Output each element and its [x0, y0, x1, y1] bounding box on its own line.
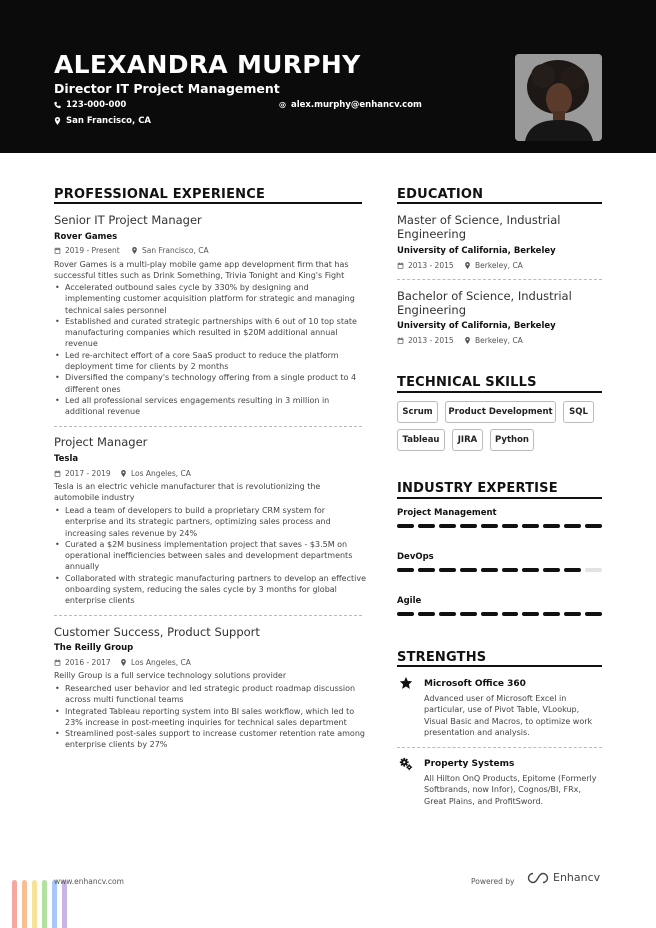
education-dates-2: 2013 - 2015	[397, 336, 454, 345]
map-pin-icon	[54, 117, 61, 125]
footer-url[interactable]: www.enhancv.com	[54, 877, 124, 886]
education-divider	[397, 202, 602, 204]
expertise-segment	[397, 568, 414, 572]
candidate-title: Director IT Project Management	[54, 81, 280, 96]
candidate-name: ALEXANDRA MURPHY	[54, 50, 361, 79]
expertise-segment	[439, 568, 456, 572]
expertise-segment	[543, 612, 560, 616]
expertise-bar-2	[397, 568, 602, 572]
enhancv-logo-icon	[527, 872, 549, 884]
list-item: • Diversified the company's technology offering from a single product to 4 different ones	[54, 372, 366, 395]
company-name-1: Rover Games	[54, 232, 118, 242]
job-location-1: San Francisco, CA	[131, 246, 209, 255]
expertise-label-1: Project Management	[397, 508, 497, 518]
job-dates-2: 2017 - 2019	[54, 469, 111, 478]
map-pin-icon	[120, 659, 127, 666]
company-description-1: Rover Games is a multi-play mobile game app development firm that has successful titles such as Drink Something, Trivia Tonight and King's Fight	[54, 260, 349, 281]
email-contact	[279, 100, 422, 110]
expertise-label-3: Agile	[397, 596, 422, 606]
expertise-segment	[439, 612, 456, 616]
expertise-segment	[564, 612, 581, 616]
education-location-1: Berkeley, CA	[464, 261, 523, 270]
expertise-segment	[522, 524, 539, 528]
resume-header	[0, 0, 656, 153]
expertise-segment	[585, 612, 602, 616]
skills-section-title: TECHNICAL SKILLS	[397, 375, 537, 390]
map-pin-icon	[464, 262, 471, 269]
expertise-bar-3	[397, 612, 602, 616]
phone-contact	[54, 100, 126, 110]
job-location-3: Los Angeles, CA	[120, 658, 191, 667]
expertise-segment	[564, 568, 581, 572]
education-location-2: Berkeley, CA	[464, 336, 523, 345]
skill-tag: Tableau	[397, 429, 445, 451]
location-text: San Francisco, CA	[66, 116, 152, 126]
degree-1: Master of Science, Industrial Engineering	[397, 213, 561, 241]
map-pin-icon	[464, 337, 471, 344]
expertise-segment	[439, 524, 456, 528]
strength-divider	[397, 747, 602, 748]
skill-tag: Product Development	[445, 401, 556, 423]
expertise-segment	[460, 568, 477, 572]
strength-title-2: Property Systems	[424, 759, 515, 769]
decorative-stripes	[12, 880, 67, 928]
expertise-segment	[460, 612, 477, 616]
list-item: • Collaborated with strategic manufacturing partners to develop an effective onboarding system, reducing the sales cycle by 3 months for global enterprise clients	[54, 573, 366, 607]
list-item: • Curated a $2M business implementation project that saves - $3.5M on operational inefficiencies between sales and development departments annually	[54, 539, 366, 573]
profile-photo	[515, 54, 602, 141]
calendar-icon	[54, 247, 61, 254]
skill-tag: SQL	[563, 401, 594, 423]
job-title-2: Project Manager	[54, 435, 148, 449]
expertise-segment	[460, 524, 477, 528]
brand-logo[interactable]	[527, 871, 600, 884]
calendar-icon	[54, 470, 61, 477]
list-item: • Integrated Tableau reporting system into BI sales workflow, which led to 23% increase in post-meeting inquiries for technical sales department	[54, 706, 366, 729]
education-divider-dashed	[397, 279, 602, 280]
list-item: • Streamlined post-sales support to increase customer retention rate among enterprise clients by 27%	[54, 728, 366, 751]
map-pin-icon	[131, 247, 138, 254]
expertise-label-2: DevOps	[397, 552, 434, 562]
powered-by-label: Powered by	[471, 877, 515, 886]
company-name-3: The Reilly Group	[54, 643, 134, 653]
expertise-segment	[522, 568, 539, 572]
expertise-divider	[397, 497, 602, 499]
expertise-segment	[481, 568, 498, 572]
expertise-segment	[543, 568, 560, 572]
job-bullets-1	[54, 282, 366, 418]
strengths-section-title: STRENGTHS	[397, 650, 487, 665]
company-description-3: Reilly Group is a full service technology solutions provider	[54, 671, 287, 680]
skill-tag: Python	[490, 429, 534, 451]
strength-description-1: Advanced user of Microsoft Excel in particular, use of Pivot Table, VLookup, Visual Basic and Macros, to optimize work presentation and analysis.	[424, 694, 593, 737]
expertise-segment	[543, 524, 560, 528]
job-title-1: Senior IT Project Manager	[54, 213, 202, 227]
expertise-segment	[502, 568, 519, 572]
job-dates-3: 2016 - 2017	[54, 658, 111, 667]
list-item: • Lead a team of developers to build a proprietary CRM system for enterprise and its strategic partners, optimizing sales process and increasing sales revenue by 24%	[54, 505, 366, 539]
job-title-3: Customer Success, Product Support	[54, 625, 260, 639]
gears-icon	[399, 757, 413, 771]
expertise-segment	[585, 568, 602, 572]
expertise-segment	[418, 524, 435, 528]
skill-tag: Scrum	[397, 401, 438, 423]
skill-tag: JIRA	[452, 429, 483, 451]
calendar-icon	[397, 262, 404, 269]
school-name-1: University of California, Berkeley	[397, 246, 556, 256]
phone-icon	[54, 101, 61, 109]
expertise-segment	[418, 612, 435, 616]
phone-text[interactable]: 123-000-000	[66, 100, 127, 110]
job-dates-1: 2019 - Present	[54, 246, 120, 255]
list-item: • Researched user behavior and led strategic product roadmap discussion across multi functional teams	[54, 683, 366, 706]
location-contact	[54, 116, 151, 126]
map-pin-icon	[120, 470, 127, 477]
company-description-2: Tesla is an electric vehicle manufacturer that is revolutionizing the automobile industry	[54, 482, 321, 503]
school-name-2: University of California, Berkeley	[397, 321, 556, 331]
expertise-segment	[585, 524, 602, 528]
degree-2: Bachelor of Science, Industrial Engineering	[397, 289, 572, 317]
job-location-2: Los Angeles, CA	[120, 469, 191, 478]
expertise-segment	[481, 612, 498, 616]
expertise-bar-1	[397, 524, 602, 528]
education-dates-1: 2013 - 2015	[397, 261, 454, 270]
list-item: • Led re-architect effort of a core SaaS product to reduce the platform deployment time for clients by 2 months	[54, 350, 366, 373]
job-bullets-3	[54, 683, 366, 751]
star-icon	[399, 676, 413, 690]
job-divider	[54, 426, 362, 427]
job-divider	[54, 615, 362, 616]
list-item: • Established and curated strategic partnerships with 6 out of 10 top state manufacturing companies which resulted in $20M additional annual revenue	[54, 316, 366, 350]
email-text[interactable]: alex.murphy@enhancv.com	[291, 100, 422, 110]
list-item: • Accelerated outbound sales cycle by 330% by designing and implementing customer acquisition platform for strategic and managing technical sales personnel	[54, 282, 366, 316]
expertise-segment	[502, 524, 519, 528]
at-icon	[279, 101, 286, 109]
expertise-segment	[397, 524, 414, 528]
expertise-segment	[502, 612, 519, 616]
strengths-divider	[397, 665, 602, 667]
expertise-segment	[564, 524, 581, 528]
education-section-title: EDUCATION	[397, 187, 484, 202]
skills-divider	[397, 391, 602, 393]
strength-title-1: Microsoft Office 360	[424, 679, 526, 689]
experience-divider	[54, 202, 362, 204]
expertise-segment	[418, 568, 435, 572]
experience-section-title: PROFESSIONAL EXPERIENCE	[54, 187, 266, 202]
expertise-segment	[481, 524, 498, 528]
brand-name: Enhancv	[553, 871, 601, 884]
expertise-section-title: INDUSTRY EXPERTISE	[397, 481, 558, 496]
strength-description-2: All Hilton OnQ Products, Epitome (Formerly Softbrands, now Infor), Cognos/BI, FRx, Great Plains, and ProfitSword.	[424, 774, 597, 806]
list-item: • Led all professional services engagements resulting in 3 million in additional revenue	[54, 395, 366, 418]
job-bullets-2	[54, 505, 366, 607]
calendar-icon	[397, 337, 404, 344]
expertise-segment	[397, 612, 414, 616]
calendar-icon	[54, 659, 61, 666]
company-name-2: Tesla	[54, 454, 79, 464]
expertise-segment	[522, 612, 539, 616]
